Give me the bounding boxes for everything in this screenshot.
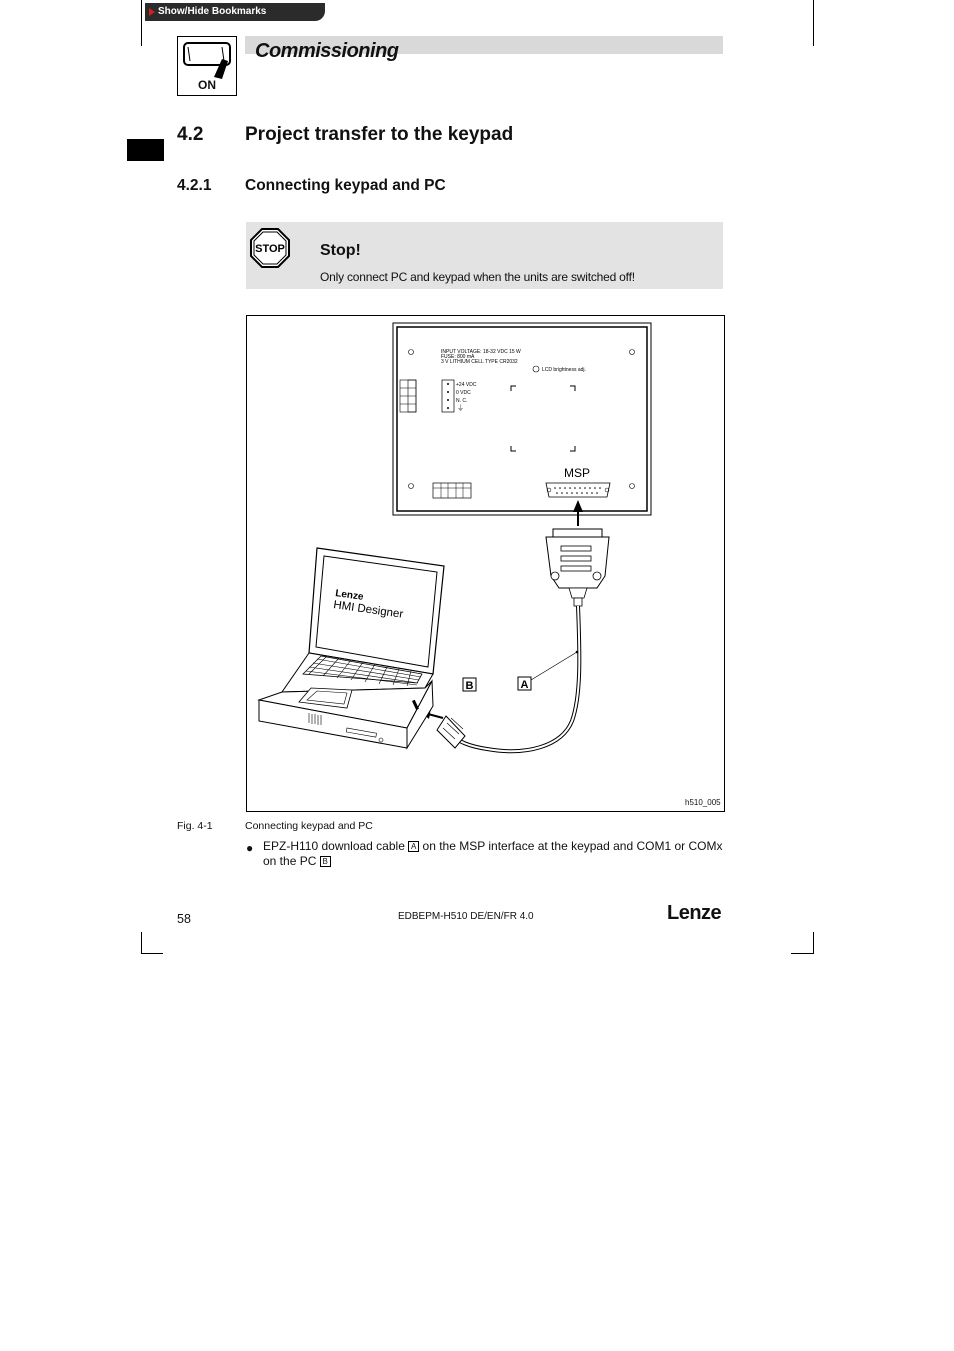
laptop-app-name: HMI Designer xyxy=(332,599,404,621)
ground-icon: ⏚ xyxy=(457,405,464,412)
marker-b-label: B xyxy=(465,680,474,692)
chapter-marker xyxy=(127,139,164,161)
on-label: ON xyxy=(198,78,216,92)
document-id: EDBEPM-H510 DE/EN/FR 4.0 xyxy=(398,911,534,922)
sub-d-plug xyxy=(546,529,609,606)
subsection-title: Connecting keypad and PC xyxy=(245,177,446,194)
crop-mark-bottom-right-h xyxy=(791,953,814,954)
terminal-label-nc: N. C. xyxy=(456,398,468,404)
stop-title: Stop! xyxy=(320,242,361,259)
bullet-icon: ● xyxy=(246,841,254,855)
bullet-letter-b: B xyxy=(320,856,331,867)
terminal-label-0vdc: 0 VDC xyxy=(456,390,471,396)
stop-sign-text: STOP xyxy=(255,243,285,255)
crop-mark-bottom-left-v xyxy=(141,932,142,954)
crop-mark-top-left xyxy=(141,0,142,46)
figure-frame xyxy=(246,315,725,812)
msp-label: MSP xyxy=(564,466,591,480)
figure-caption: Connecting keypad and PC xyxy=(245,820,373,832)
bullet-letter-a: A xyxy=(408,841,419,852)
bullet-text-after: on the MSP interface at the keypad and COM1 or COMx on the PC xyxy=(263,839,723,868)
subsection-number: 4.2.1 xyxy=(177,177,212,194)
crop-mark-top-right xyxy=(813,0,814,46)
section-header-title: Commissioning xyxy=(255,40,399,62)
section-title: Project transfer to the keypad xyxy=(245,124,514,145)
marker-b-box xyxy=(463,678,476,692)
lcd-brightness-label: LCD brightness adj. xyxy=(542,367,586,373)
stop-text: Only connect PC and keypad when the units are switched off! xyxy=(320,270,635,284)
keypad-pc-diagram xyxy=(247,316,724,811)
input-line-2: FUSE: 800 mA xyxy=(441,354,475,360)
terminal-label-24vdc: +24 VDC xyxy=(456,382,477,388)
bullet-text-before: EPZ-H110 download cable xyxy=(263,839,409,853)
triangle-right-icon xyxy=(149,8,155,16)
figure-code: h510_005 xyxy=(685,798,721,807)
laptop-brand: Lenze xyxy=(334,588,365,603)
keypad-rear-panel xyxy=(393,323,651,515)
crop-mark-bottom-right-v xyxy=(813,932,814,954)
show-hide-bookmarks-tab[interactable] xyxy=(145,3,325,21)
bullet-text xyxy=(263,839,725,869)
input-line-1: INPUT VOLTAGE: 18-32 VDC 15 W xyxy=(441,349,521,355)
input-line-3: 3 V LITHIUM CELL TYPE CR2032 xyxy=(441,359,518,365)
page-number: 58 xyxy=(177,912,191,926)
stop-sign-icon xyxy=(250,228,290,268)
power-switch-icon xyxy=(178,37,236,83)
bookmarks-tab-label: Show/Hide Bookmarks xyxy=(158,6,267,17)
marker-a-label: A xyxy=(520,679,529,691)
crop-mark-bottom-left-h xyxy=(141,953,163,954)
figure-number: Fig. 4-1 xyxy=(177,820,213,832)
laptop-illustration xyxy=(259,548,444,748)
lenze-logo: Lenze xyxy=(667,902,722,924)
marker-a-box xyxy=(518,651,578,691)
power-switch-icon-box xyxy=(177,36,237,96)
section-number: 4.2 xyxy=(177,124,204,145)
